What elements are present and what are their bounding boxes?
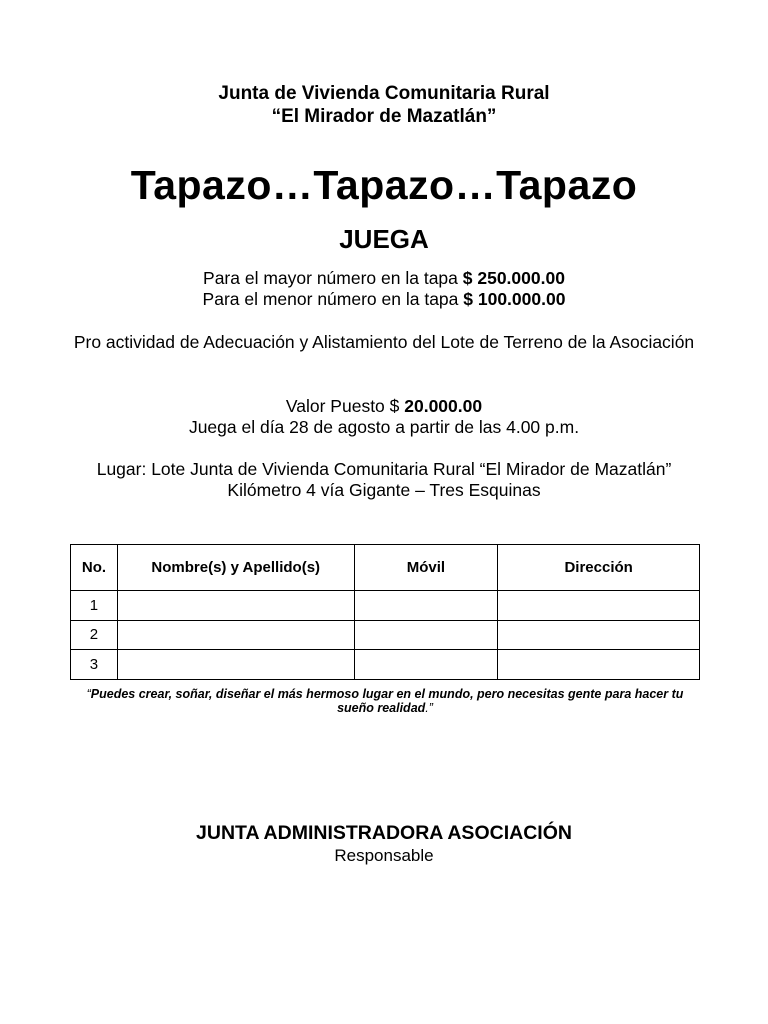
table-row [71, 650, 700, 680]
table-row [71, 591, 700, 621]
prize-amount: $ 100.000.00 [463, 289, 566, 309]
footer-subtitle: Responsable [334, 846, 434, 865]
column-header-mobile: Móvil [354, 545, 498, 591]
purpose-text: Pro actividad de Adecuación y Alistamiento del Lote de Terreno de la Asociación [73, 332, 695, 352]
quote-close-mark: .” [425, 701, 433, 715]
column-header-address: Dirección [498, 545, 700, 591]
row-number: 1 [71, 591, 118, 621]
organization-header [0, 82, 768, 128]
row-number: 2 [71, 620, 118, 650]
quote-text: Puedes crear, soñar, diseñar el más hermoso lugar en el mundo, pero necesitas gente para hacer tu sueño realidad [90, 687, 684, 715]
location-line: Lugar: Lote Junta de Vivienda Comunitaria Rural “El Mirador de Mazatlán” [96, 459, 672, 479]
location-km: Kilómetro 4 vía Gigante – Tres Esquinas [227, 480, 541, 500]
juega-heading: JUEGA [339, 224, 429, 254]
mobile-cell[interactable] [354, 591, 498, 621]
name-cell[interactable] [117, 591, 354, 621]
prize-label: Para el menor número en la tapa [202, 289, 464, 309]
prize-item [0, 268, 768, 289]
footer-title: JUNTA ADMINISTRADORA ASOCIACIÓN [196, 822, 572, 844]
mobile-cell[interactable] [354, 650, 498, 680]
table-header-row [71, 545, 700, 591]
prize-label: Para el mayor número en la tapa [203, 268, 463, 288]
address-cell[interactable] [498, 591, 700, 621]
organization-subname: “El Mirador de Mazatlán” [271, 106, 497, 127]
registration-table [70, 544, 700, 680]
prize-list [0, 268, 768, 310]
column-header-no: No. [71, 545, 118, 591]
valor-section [0, 396, 768, 438]
organization-name: Junta de Vivienda Comunitaria Rural [218, 83, 550, 104]
prize-item [0, 289, 768, 310]
event-headline: Tapazo…Tapazo…Tapazo [130, 162, 638, 208]
valor-puesto [0, 396, 768, 417]
prize-amount: $ 250.000.00 [462, 268, 565, 288]
table-row [71, 620, 700, 650]
location-section [80, 459, 688, 501]
valor-amount: 20.000.00 [404, 396, 483, 416]
event-date: Juega el día 28 de agosto a partir de las 4.00 p.m. [188, 417, 580, 437]
inspirational-quote [70, 687, 700, 715]
address-cell[interactable] [498, 650, 700, 680]
name-cell[interactable] [117, 620, 354, 650]
mobile-cell[interactable] [354, 620, 498, 650]
valor-label: Valor Puesto $ [285, 396, 405, 416]
quote-open-mark: “ [86, 687, 91, 701]
column-header-name: Nombre(s) y Apellido(s) [117, 545, 354, 591]
name-cell[interactable] [117, 650, 354, 680]
row-number: 3 [71, 650, 118, 680]
address-cell[interactable] [498, 620, 700, 650]
